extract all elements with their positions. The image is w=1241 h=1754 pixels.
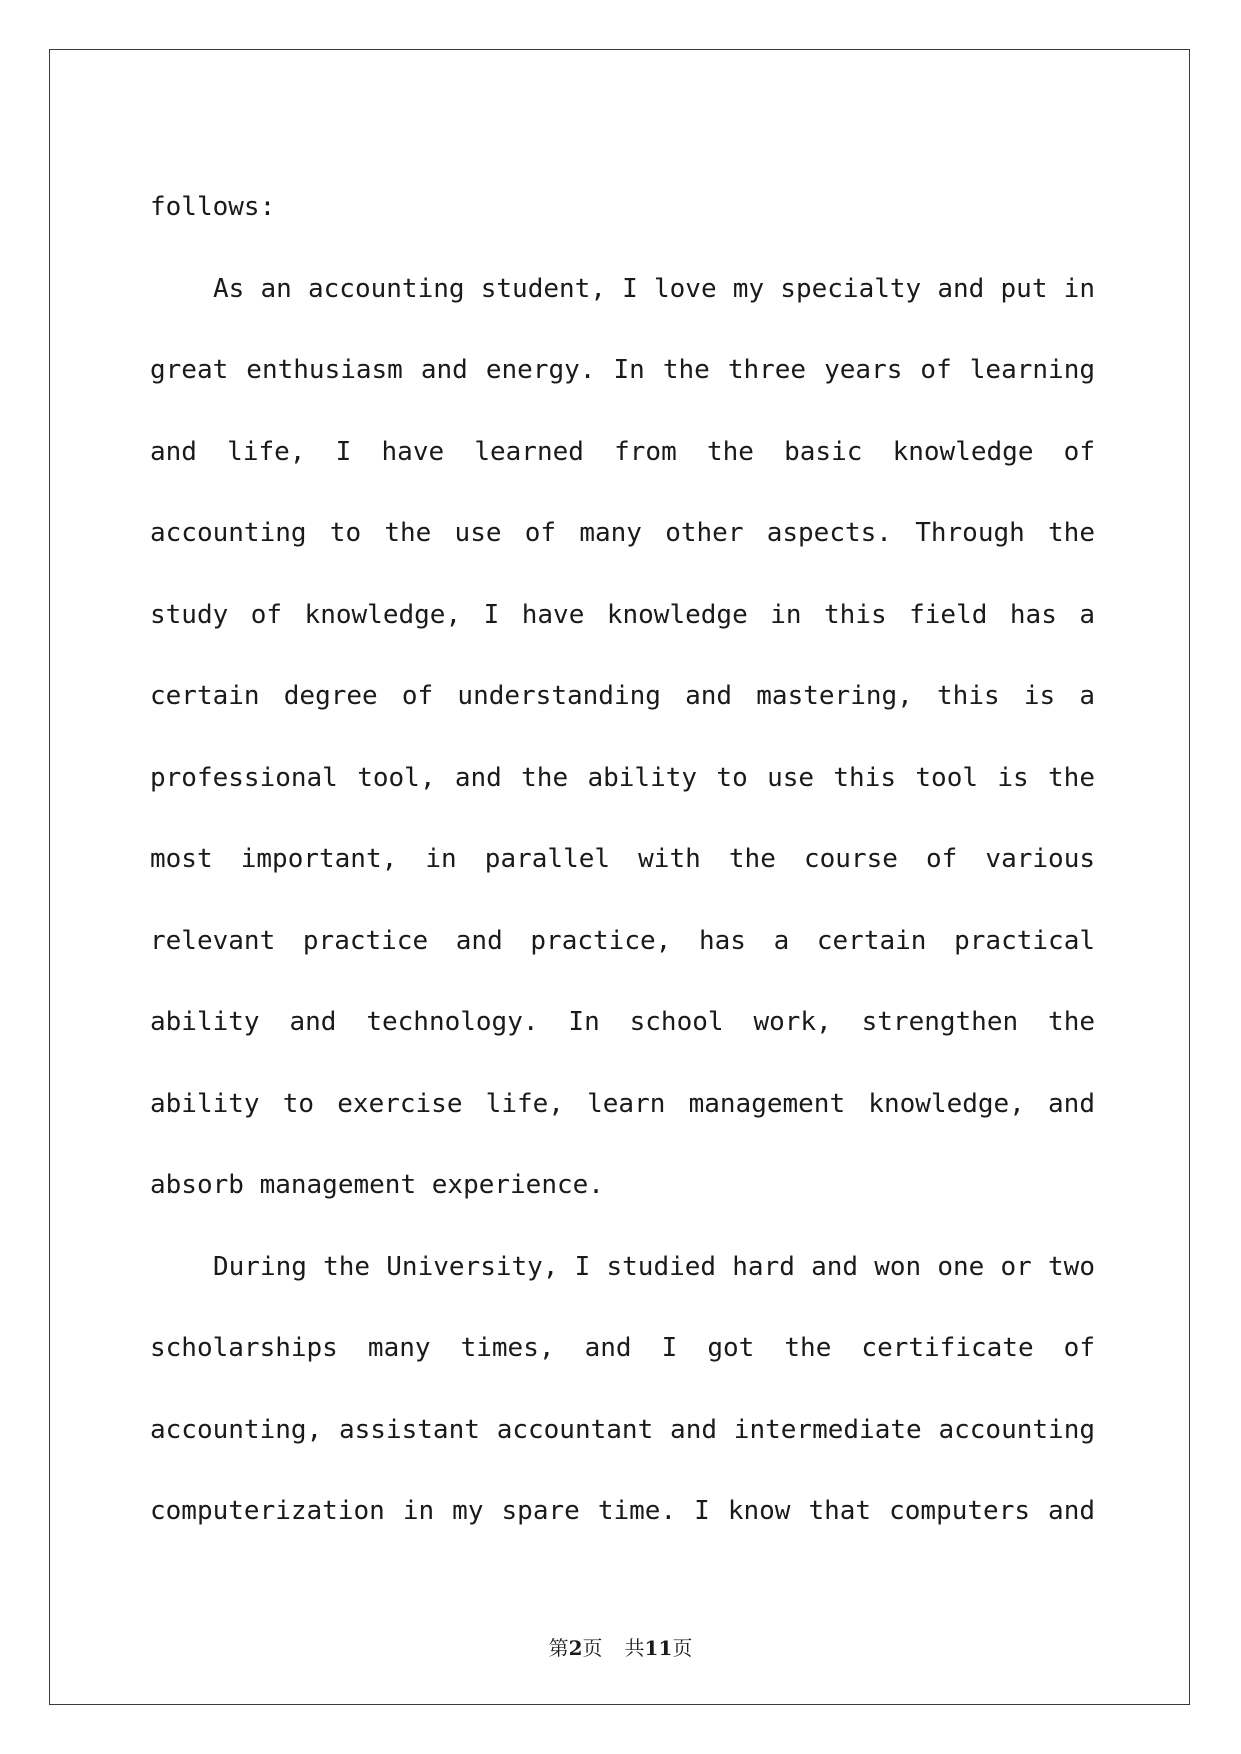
total-suffix: 页 [672, 1636, 693, 1660]
text-line: professional tool, and the ability to use this tool is the [150, 762, 1095, 793]
total-prefix: 共 [624, 1636, 645, 1660]
page-footer [0, 1632, 1241, 1661]
text-line: scholarships many times, and I got the certificate of [150, 1333, 1095, 1363]
document-body [150, 167, 1095, 1553]
page-suffix: 页 [582, 1636, 603, 1660]
text-line: accounting, assistant accountant and intermediate accounting [150, 1414, 1095, 1445]
text-line: follows: [150, 192, 276, 222]
text-line: During the University, I studied hard and won one or two [213, 1251, 1095, 1282]
text-line: computerization in my spare time. I know that computers and [150, 1496, 1095, 1526]
text-line: accounting to the use of many other aspects. Through the [150, 518, 1095, 548]
page-number: 2 [568, 1636, 583, 1660]
page-prefix: 第 [548, 1636, 569, 1660]
text-line: certain degree of understanding and mastering, this is a [150, 681, 1095, 711]
text-line: As an accounting student, I love my specialty and put in [213, 273, 1095, 304]
text-line: ability to exercise life, learn management knowledge, and [150, 1088, 1095, 1119]
text-line: absorb management experience. [150, 1170, 604, 1200]
text-line: study of knowledge, I have knowledge in this field has a [150, 599, 1095, 630]
text-line: relevant practice and practice, has a certain practical [150, 925, 1095, 956]
total-pages: 11 [644, 1636, 673, 1660]
text-line: ability and technology. In school work, strengthen the [150, 1007, 1095, 1037]
text-line: and life, I have learned from the basic knowledge of [150, 436, 1095, 467]
text-line: most important, in parallel with the course of various [150, 844, 1095, 874]
text-line: great enthusiasm and energy. In the three years of learning [150, 355, 1095, 385]
